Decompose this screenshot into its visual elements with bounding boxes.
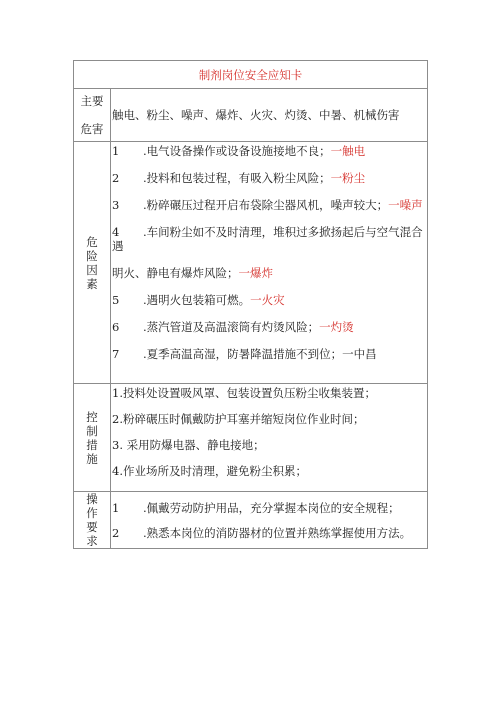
risk-item <box>112 171 425 185</box>
item-number: 3 <box>112 198 120 212</box>
item-text: .夏季高温高湿，防暑降温措施不到位；一中昌 <box>143 347 377 361</box>
item-text: .佩戴劳动防护用品，充分掌握本岗位的安全规程； <box>143 500 400 515</box>
hazards-label <box>74 89 111 142</box>
item-number: 4 <box>112 225 120 239</box>
risk-item <box>112 225 425 253</box>
control-measures-row <box>74 384 428 492</box>
control-item: 4.作业场所及时清理，避免粉尘积累； <box>112 464 307 478</box>
operation-requirements-label-cell <box>74 492 111 549</box>
risk-factors-label-cell <box>74 142 111 384</box>
item-number: 2 <box>112 171 120 185</box>
control-item: 3. 采用防爆电器、静电接地； <box>112 438 265 452</box>
item-hazard-tag: 一触电 <box>330 144 366 158</box>
item-number: 5 <box>112 293 120 307</box>
risk-item <box>112 198 425 212</box>
control-measures-label: 控制措施 <box>86 409 98 466</box>
risk-item <box>112 320 425 334</box>
risk-item <box>112 293 425 307</box>
risk-factors-list <box>111 142 428 384</box>
item-hazard-tag: 一噪声 <box>388 198 423 212</box>
control-measures-label-cell <box>74 384 111 492</box>
item-number: 1 <box>112 500 120 515</box>
control-measures-list <box>111 384 428 492</box>
safety-card-table <box>73 60 428 549</box>
operation-requirements-list <box>111 492 428 549</box>
hazards-label-top: 主要 <box>80 94 104 108</box>
operation-item <box>112 526 425 540</box>
risk-factors-row <box>74 142 428 384</box>
risk-item <box>112 144 425 158</box>
risk-item <box>112 347 425 361</box>
item-hazard-tag: 一火灾 <box>250 293 285 307</box>
item-text: .蒸汽管道及高温滚筒有灼烫风险； <box>143 320 320 334</box>
item-number: 2 <box>112 525 120 540</box>
item-text: .投料和包装过程，有吸入粉尘风险； <box>143 171 331 185</box>
item-number: 7 <box>112 347 120 361</box>
control-item: 2.粉碎碾压时佩戴防护耳塞并缩短岗位作业时间； <box>112 412 365 426</box>
risk-factors-label: 危险因素 <box>86 234 98 291</box>
operation-requirements-label: 操作要求 <box>86 492 98 548</box>
item-text: .车间粉尘如不及时清理，堆积过多掀扬起后与空气混合遇 <box>112 225 423 253</box>
item-text: .粉碎碾压过程开启布袋除尘器风机，噪声较大； <box>143 198 389 212</box>
item-number: 1 <box>112 144 120 158</box>
hazards-row <box>74 89 428 142</box>
item-number: 6 <box>112 320 120 334</box>
operation-requirements-row <box>74 492 428 549</box>
item-text: .熟悉本岗位的消防器材的位置并熟练掌握使用方法。 <box>143 525 412 540</box>
card-title: 制剂岗位安全应知卡 <box>74 61 428 89</box>
item-hazard-tag: 一粉尘 <box>330 171 366 185</box>
item-text: 明火、静电有爆炸风险； <box>112 266 239 280</box>
item-text: .电气设备操作或设备设施接地不良； <box>143 144 331 158</box>
hazards-text: 触电、粉尘、噪声、爆炸、火灾、灼烫、中暑、机械伤害 <box>111 89 428 142</box>
hazards-label-bottom: 危害 <box>80 122 104 136</box>
risk-item-continuation <box>112 266 425 280</box>
operation-item <box>112 501 425 515</box>
item-hazard-tag: 一灼烫 <box>319 320 354 334</box>
title-row <box>74 61 428 89</box>
item-text: .遇明火包装箱可燃。 <box>143 293 251 307</box>
control-item: 1.投料处设置吸风罩、包装设置负压粉尘收集装置； <box>112 386 376 400</box>
item-hazard-tag: 一爆炸 <box>238 266 273 280</box>
